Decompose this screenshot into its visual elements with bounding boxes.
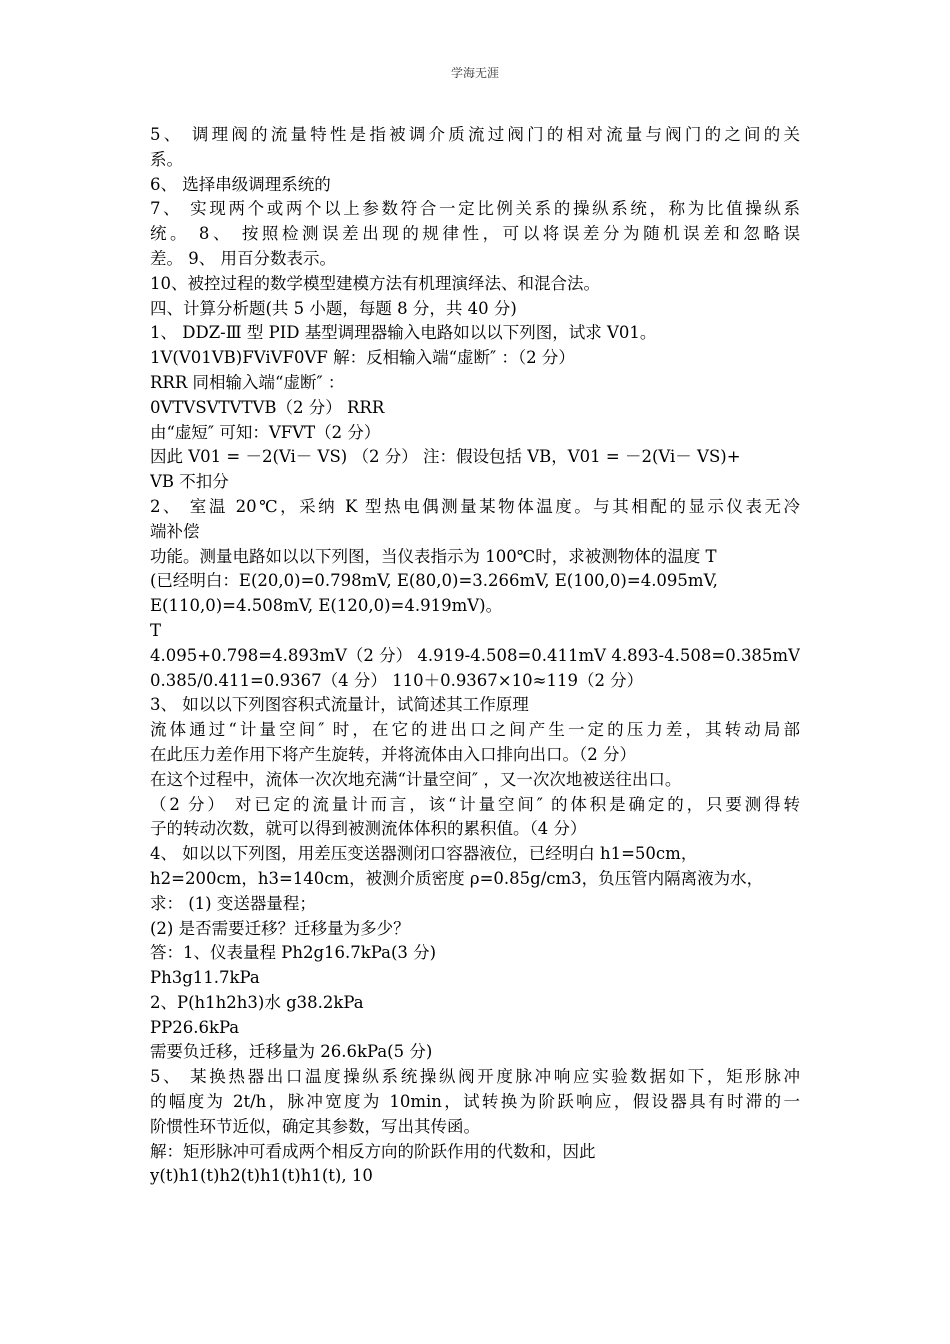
text-line: 因此 V01 = －2(Vi－ VS) （2 分） 注：假设包括 VB，V01 = －2(Vi－ VS)+: [150, 447, 741, 467]
text-line: 统。 8、 按照检测误差出现的规律性，可以将误差分为随机误差和忽略误: [150, 224, 800, 244]
text-line: 系。: [150, 149, 183, 169]
text-line: 7、 实现两个或两个以上参数符合一定比例关系的操纵系统，称为比值操纵系: [150, 199, 800, 219]
text-line: y(t)h1(t)h2(t)h1(t)h1(t), 10: [150, 1166, 373, 1186]
text-line: E(110,0)=4.508mV, E(120,0)=4.919mV)。: [150, 596, 503, 616]
text-line: 由“虚短″ 可知：VFVT（2 分）: [150, 422, 381, 442]
page-header: 学海无涯: [450, 66, 499, 80]
text-line: VB 不扣分: [150, 472, 229, 492]
text-line: 0VTVSVTVTVB（2 分） RRR: [150, 397, 385, 417]
text-line: 4、 如以以下列图，用差压变送器测闭口容器液位，已经明白 h1=50cm，: [150, 844, 698, 864]
text-line: 解：矩形脉冲可看成两个相反方向的阶跃作用的代数和，因此: [150, 1141, 596, 1161]
text-line: 差。 9、 用百分数表示。: [150, 248, 336, 268]
text-line: 在此压力差作用下将产生旋转，并将流体由入口排向出口。（2 分）: [150, 744, 636, 764]
text-line: T: [150, 620, 162, 640]
text-line: (2) 是否需要迁移？迁移量为多少？: [150, 918, 410, 938]
text-line: 3、 如以以下列图容积式流量计，试简述其工作原理: [150, 695, 529, 715]
text-line: 2、 室温 20℃，采纳 K 型热电偶测量某物体温度。与其相配的显示仪表无冷: [150, 496, 800, 516]
text-line: PP26.6kPa: [150, 1017, 240, 1037]
text-line: 功能。测量电路如以以下列图，当仪表指示为 100℃时，求被测物体的温度 T: [150, 546, 717, 566]
text-line: 流体通过“计量空间″ 时，在它的进出口之间产生一定的压力差，其转动局部: [150, 720, 800, 740]
text-line: 5、 调理阀的流量特性是指被调介质流过阀门的相对流量与阀门的之间的关: [150, 125, 800, 144]
section-heading: 四、计算分析题(共 5 小题，每题 8 分，共 40 分): [150, 298, 517, 318]
text-line: 6、 选择串级调理系统的: [150, 174, 331, 194]
text-line: 0.385/0.411=0.9367（4 分） 110＋0.9367×10≈119（2 分）: [150, 670, 644, 690]
text-line: 1V(V01VB)FViVF0VF 解：反相输入端“虚断″ ：（2 分）: [150, 348, 575, 368]
text-line: 4.095+0.798=4.893mV（2 分） 4.919-4.508=0.411mV 4.893-4.508=0.385mV: [150, 645, 800, 665]
text-line: RRR 同相输入端“虚断″ ：: [150, 372, 345, 392]
text-line: 5、 某换热器出口温度操纵系统操纵阀开度脉冲响应实验数据如下，矩形脉冲: [150, 1067, 800, 1087]
text-line: （2 分） 对已定的流量计而言，该“计量空间″ 的体积是确定的，只要测得转: [150, 794, 800, 814]
text-line: Ph3g11.7kPa: [150, 968, 260, 988]
text-line: 答：1、仪表量程 Ph2g16.7kPa(3 分): [150, 943, 437, 963]
document-body: [150, 123, 800, 1189]
text-line: 在这个过程中，流体一次次地充满“计量空间″ ，又一次次地被送往出口。: [150, 769, 682, 789]
text-line: 子的转动次数，就可以得到被测流体体积的累积值。（4 分）: [150, 819, 587, 839]
text-line: 10、被控过程的数学模型建模方法有机理演绎法、和混合法。: [150, 273, 600, 293]
text-line: 求： (1) 变送器量程；: [150, 893, 316, 913]
text-line: 阶惯性环节近似，确定其参数，写出其传函。: [150, 1116, 480, 1136]
text-line: 1、 DDZ-Ⅲ 型 PID 基型调理器输入电路如以以下列图，试求 V01。: [150, 323, 657, 343]
text-line: 端补偿: [150, 521, 200, 541]
text-line: 的幅度为 2t/h，脉冲宽度为 10min，试转换为阶跃响应，假设器具有时滞的一: [150, 1092, 800, 1112]
text-line: (已经明白：E(20,0)=0.798mV, E(80,0)=3.266mV, E(100,0)=4.095mV,: [150, 571, 718, 591]
text-line: h2=200cm，h3=140cm，被测介质密度 ρ=0.85g/cm3，负压管内隔离液为水，: [150, 868, 764, 888]
text-line: 2、P(h1h2h3)水 g38.2kPa: [150, 992, 364, 1012]
text-line: 需要负迁移，迁移量为 26.6kPa(5 分): [150, 1042, 433, 1062]
